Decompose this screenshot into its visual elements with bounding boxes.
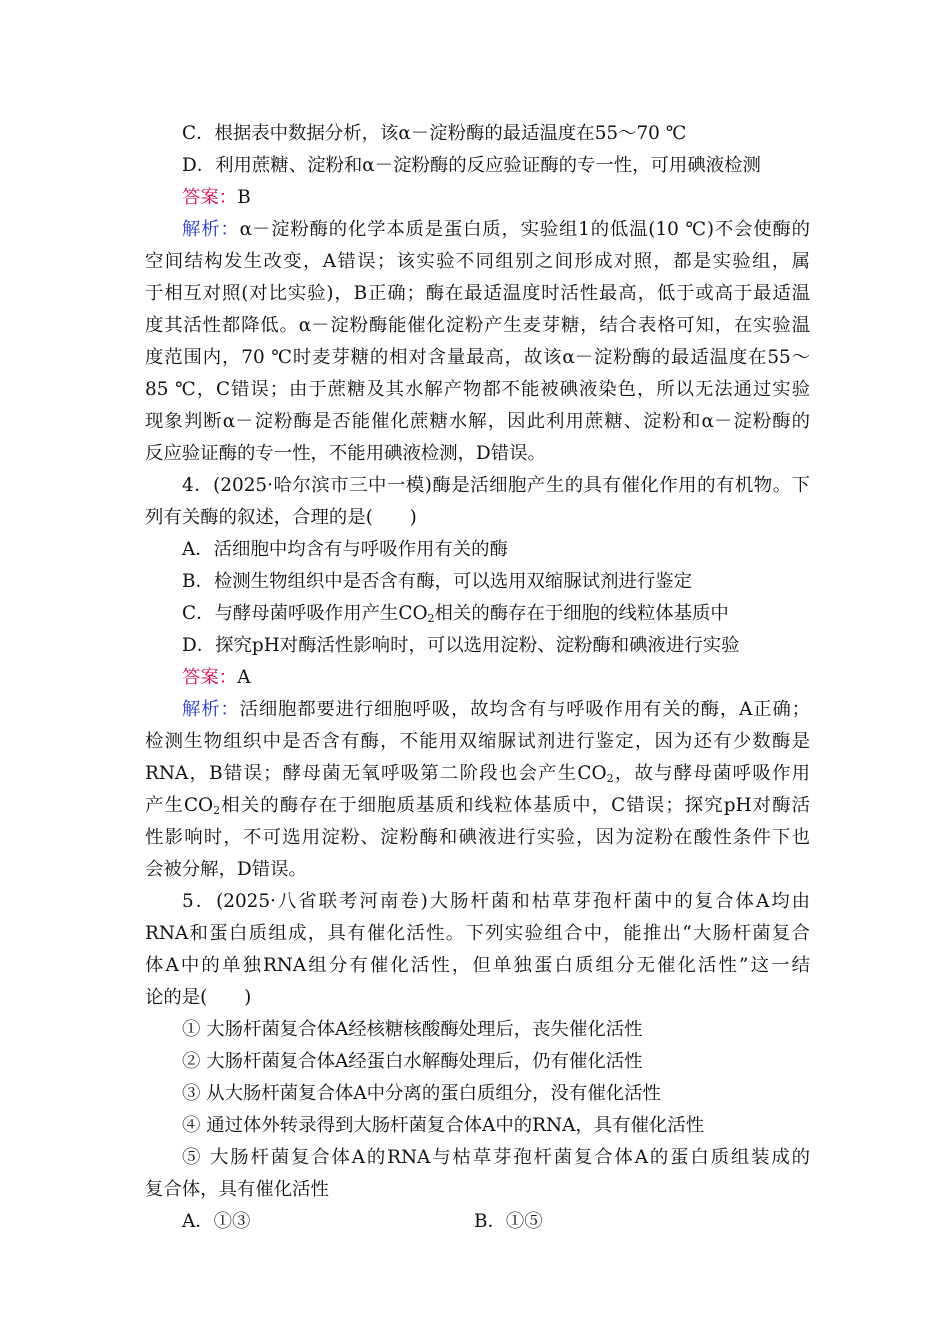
q4-option-c: C．与酵母菌呼吸作用产生$CO_2$相关的酶存在于细胞的线粒体基质中 [182,603,729,625]
q4-option-b: B．检测生物组织中是否含有酶，可以选用双缩脲试剂进行鉴定 [182,571,693,592]
analysis-label: 解析： [182,219,240,240]
q3-answer [145,182,810,214]
answer-label: 答案： [182,187,238,208]
q5-statement: ④ 通过体外转录得到大肠杆菌复合体A中的RNA，具有催化活性 [182,1115,705,1136]
q3-option-d: D．利用蔗糖、淀粉和α－淀粉酶的反应验证酶的专一性，可用碘液检测 [182,155,761,176]
q5-stem-line: 体A中的单独RNA组分有催化活性，但单独蛋白质组分无催化活性”这一结 [145,955,810,976]
q5-stem-line: 论的是( ) [145,987,252,1008]
q5-stem-line: 5．(2025·八省联考河南卷)大肠杆菌和枯草芽孢杆菌中的复合体A均由 [182,891,810,912]
q5-statement: ⑤ 大肠杆菌复合体A的RNA与枯草芽孢杆菌复合体A的蛋白质组装成的 [182,1147,810,1168]
q5-options-row [145,1206,810,1238]
q5-statement: ② 大肠杆菌复合体A经蛋白水解酶处理后，仍有催化活性 [182,1051,643,1072]
q3-analysis-line: 度其活性都降低。α－淀粉酶能催化淀粉产生麦芽糖，结合表格可知，在实验温 [145,315,810,336]
q4-option-a: A．活细胞中均含有与呼吸作用有关的酶 [182,539,508,560]
q3-option-c: C．根据表中数据分析，该α－淀粉酶的最适温度在55～70 ℃ [182,123,687,144]
answer-value: A [237,667,251,688]
q4-analysis-line: 性影响时，不可选用淀粉、淀粉酶和碘液进行实验，因为淀粉在酸性条件下也 [145,827,810,848]
q5-statement: ③ 从大肠杆菌复合体A中分离的蛋白质组分，没有催化活性 [182,1083,661,1104]
q5-option-a: A．①③ [182,1211,251,1232]
q3-analysis-line: 解析：α－淀粉酶的化学本质是蛋白质，实验组1的低温(10 ℃)不会使酶的 [182,219,810,240]
q4-analysis-line: 会被分解，D错误。 [145,859,307,880]
document-page [145,118,810,1238]
q5-stem-line: RNA和蛋白质组成，具有催化活性。下列实验组合中，能推出“大肠杆菌复合 [145,923,810,944]
q5-statement: 复合体，具有催化活性 [145,1179,329,1200]
answer-value: B [237,187,251,208]
q4-analysis-line: RNA，B错误；酵母菌无氧呼吸第二阶段也会产生$CO_2$，故与酵母菌呼吸作用 [145,763,810,785]
q4-answer [145,662,810,694]
q4-analysis-line: 产生$CO_2$相关的酶存在于细胞质基质和线粒体基质中，C错误；探究pH对酶活 [145,795,810,817]
q3-analysis-line: 85 ℃，C错误；由于蔗糖及其水解产物都不能被碘液染色，所以无法通过实验 [145,379,810,400]
q5-option-b: B．①⑤ [474,1211,543,1232]
q3-analysis-line: 空间结构发生改变，A错误；该实验不同组别之间形成对照，都是实验组，属 [145,251,810,272]
q4-analysis-line: 解析：活细胞都要进行细胞呼吸，故均含有与呼吸作用有关的酶，A正确； [182,699,810,720]
q3-analysis-line: 度范围内，70 ℃时麦芽糖的相对含量最高，故该α－淀粉酶的最适温度在55～ [145,347,810,368]
q4-stem-line: 4．(2025·哈尔滨市三中一模)酶是活细胞产生的具有催化作用的有机物。下 [182,475,810,496]
q4-option-d: D．探究pH对酶活性影响时，可以选用淀粉、淀粉酶和碘液进行实验 [182,635,740,656]
answer-label: 答案： [182,667,238,688]
q3-analysis-line: 于相互对照(对比实验)，B正确；酶在最适温度时活性最高，低于或高于最适温 [145,283,810,304]
analysis-label: 解析： [182,699,240,720]
q3-analysis-line: 现象判断α－淀粉酶是否能催化蔗糖水解，因此利用蔗糖、淀粉和α－淀粉酶的 [145,411,810,432]
q5-statement: ① 大肠杆菌复合体A经核糖核酸酶处理后，丧失催化活性 [182,1019,643,1040]
q4-analysis-line: 检测生物组织中是否含有酶，不能用双缩脲试剂进行鉴定，因为还有少数酶是 [145,731,810,752]
q3-analysis-line: 反应验证酶的专一性，不能用碘液检测，D错误。 [145,443,546,464]
q4-stem-line: 列有关酶的叙述，合理的是( ) [145,507,417,528]
